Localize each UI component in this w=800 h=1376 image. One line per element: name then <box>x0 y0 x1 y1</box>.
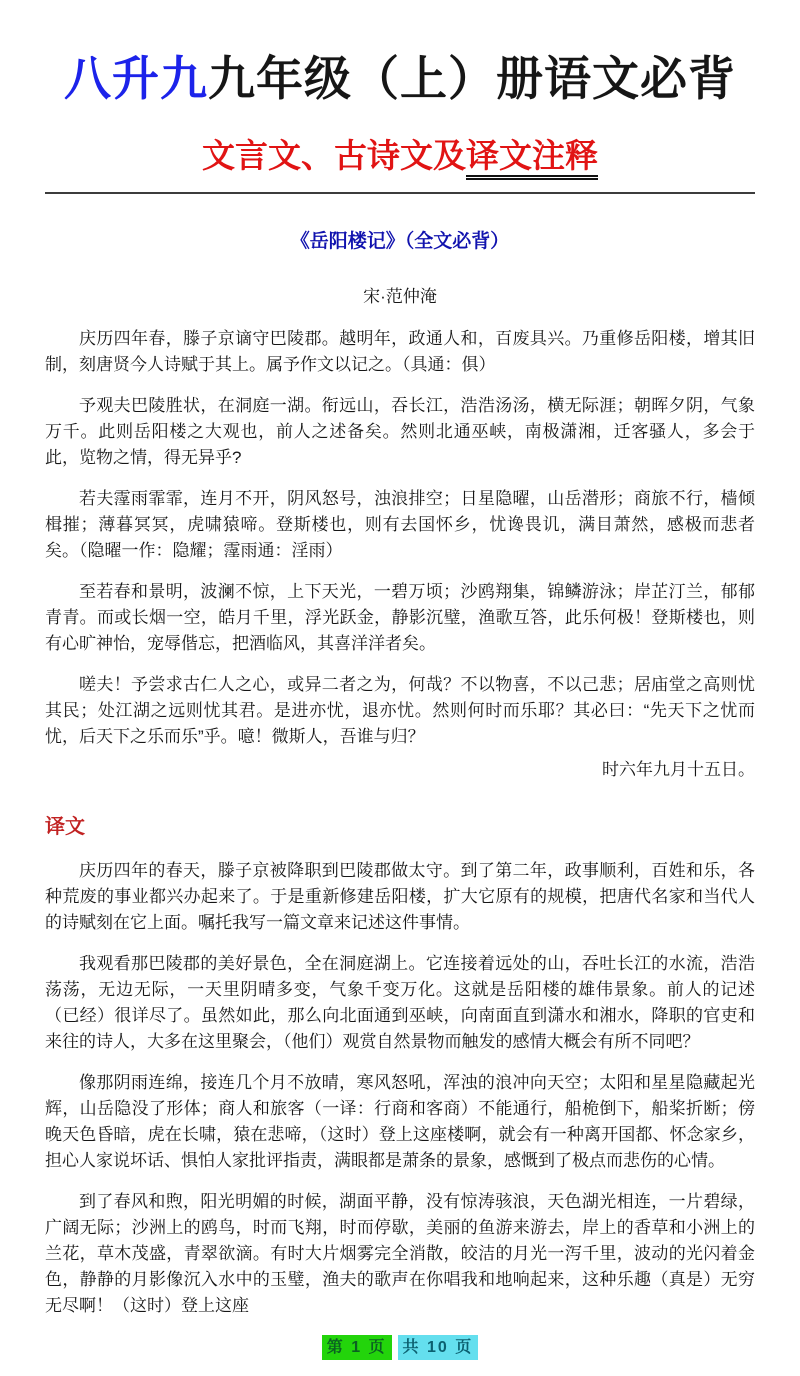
translation-paragraph: 到了春风和煦，阳光明媚的时候，湖面平静，没有惊涛骇浪，天色湖光相连，一片碧绿，广阔无际；沙洲上的鸥鸟，时而飞翔，时而停歇，美丽的鱼游来游去，岸上的香草和小洲上的兰花，草木茂盛，青翠欲滴。有时大片烟雾完全消散，皎洁的月光一泻千里，波动的光闪着金色，静静的月影像沉入水中的玉璧，渔夫的歌声在你唱我和地响起来，这种乐趣（真是）无穷无尽啊！（这时）登上这座 <box>45 1192 755 1316</box>
page-subtitle <box>45 130 755 177</box>
translation-paragraph: 我观看那巴陵郡的美好景色，全在洞庭湖上。它连接着远处的山，吞吐长江的水流，浩浩荡荡，无边无际，一天里阴晴多变，气象千变万化。这就是岳阳楼的雄伟景象。前人的记述（已经）很详尽了。虽然如此，那么向北面通到巫峡，向南面直到潇水和湘水，降职的官吏和来往的诗人，大多在这里聚会，（他们）观赏自然景物而触发的感情大概会有所不同吧？ <box>45 954 755 1052</box>
current-page-badge: 第 1 页 <box>322 1335 392 1360</box>
page-title-rest: 九年级（上）册语文必背 <box>208 52 736 105</box>
original-paragraph: 若夫霪雨霏霏，连月不开，阴风怒号，浊浪排空；日星隐曜，山岳潜形；商旅不行，樯倾楫摧；薄暮冥冥，虎啸猿啼。登斯楼也，则有去国怀乡，忧谗畏讥，满目萧然，感极而悲者矣。（隐曜一作：隐耀；霪雨通：淫雨） <box>45 489 755 561</box>
original-paragraph: 庆历四年春，滕子京谪守巴陵郡。越明年，政通人和，百废具兴。乃重修岳阳楼，增其旧制，刻唐贤今人诗赋于其上。属予作文以记之。（具通：俱） <box>45 329 755 375</box>
header-divider <box>45 192 755 194</box>
translation-paragraph: 像那阴雨连绵，接连几个月不放晴，寒风怒吼，浑浊的浪冲向天空；太阳和星星隐藏起光辉，山岳隐没了形体；商人和旅客（一译：行商和客商）不能通行，船桅倒下，船桨折断；傍晚天色昏暗，虎在长啸，猿在悲啼，（这时）登上这座楼啊，就会有一种离开国都、怀念家乡，担心人家说坏话、惧怕人家批评指责，满眼都是萧条的景象，感慨到了极点而悲伤的心情。 <box>45 1073 755 1171</box>
translation-heading: 译文 <box>45 816 85 839</box>
total-pages-badge: 共 10 页 <box>398 1335 479 1360</box>
page-title <box>45 52 755 106</box>
page-footer <box>45 1319 755 1360</box>
page-subtitle-underlined: 译文注释 <box>466 137 598 180</box>
original-paragraph: 至若春和景明，波澜不惊，上下天光，一碧万顷；沙鸥翔集，锦鳞游泳；岸芷汀兰，郁郁青青。而或长烟一空，皓月千里，浮光跃金，静影沉璧，渔歌互答，此乐何极！登斯楼也，则有心旷神怡，宠辱偕忘，把酒临风，其喜洋洋者矣。 <box>45 582 755 654</box>
article-author: 宋·范仲淹 <box>363 287 437 307</box>
article-date-line: 时六年九月十五日。 <box>602 760 755 780</box>
page-title-highlight: 八升九 <box>64 52 208 105</box>
original-paragraph: 予观夫巴陵胜状，在洞庭一湖。衔远山，吞长江，浩浩汤汤，横无际涯；朝晖夕阴，气象万千。此则岳阳楼之大观也，前人之述备矣。然则北通巫峡，南极潇湘，迁客骚人，多会于此，览物之情，得无异乎? <box>45 396 755 468</box>
page-subtitle-plain: 文言文、古诗文及 <box>202 137 466 175</box>
article-heading: 《岳阳楼记》（全文必背） <box>290 231 510 253</box>
original-paragraph: 嗟夫！予尝求古仁人之心，或异二者之为，何哉？不以物喜，不以己悲；居庙堂之高则忧其民；处江湖之远则忧其君。是进亦忧，退亦忧。然则何时而乐耶？其必曰：“先天下之忧而忧，后天下之乐而乐”乎。噫！微斯人，吾谁与归？ <box>45 675 755 747</box>
translation-paragraph: 庆历四年的春天，滕子京被降职到巴陵郡做太守。到了第二年，政事顺利，百姓和乐，各种荒废的事业都兴办起来了。于是重新修建岳阳楼，扩大它原有的规模，把唐代名家和当代人的诗赋刻在它上面。嘱托我写一篇文章来记述这件事情。 <box>45 861 755 933</box>
